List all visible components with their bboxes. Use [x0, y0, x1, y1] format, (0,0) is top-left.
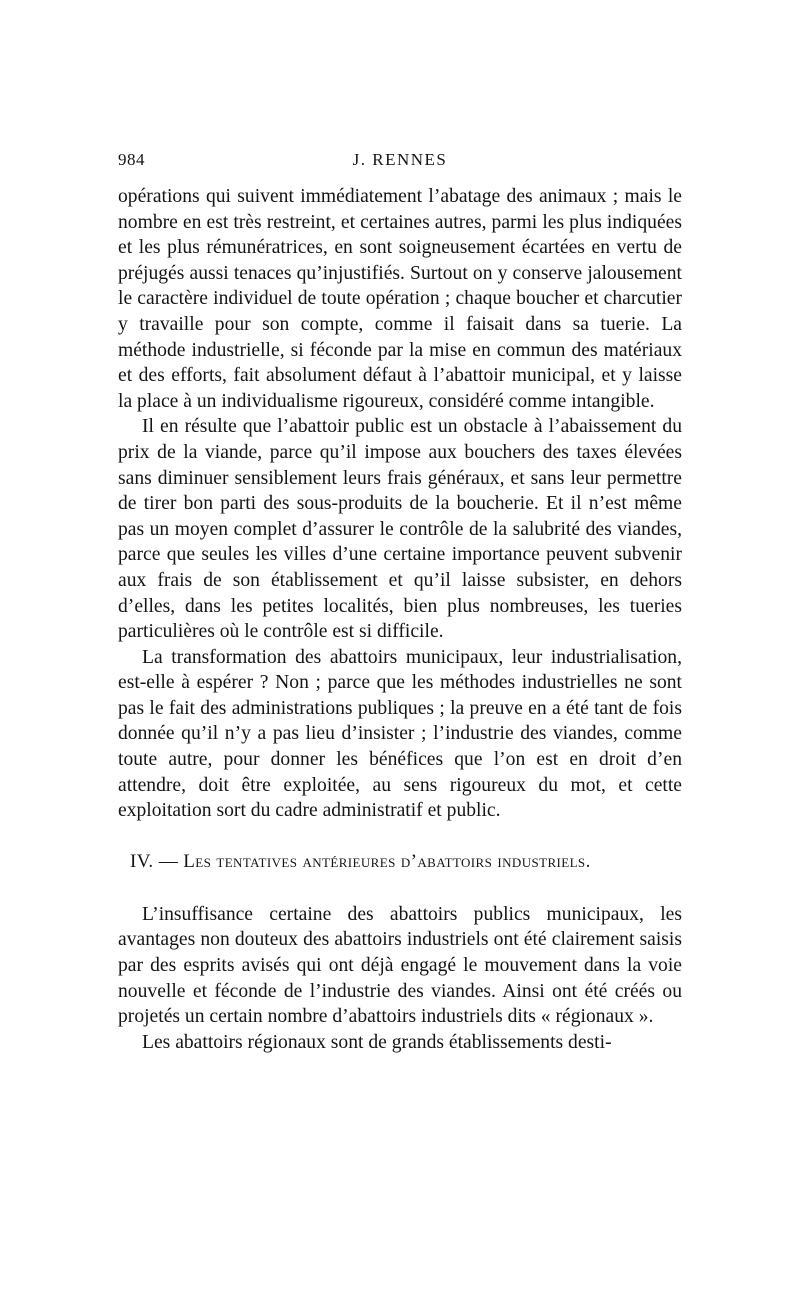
paragraph: La transformation des abattoirs municipaux, leur industrialisation, est-elle à espérer ? Non ; parce que les méthodes industrielles ne sont pas le fait des administrations publiques ; la preuve en a été tant de fois donnée qu’il n’y a pas lieu d’insister ; l’industrie des viandes, comme toute autre, pour donner les bénéfices que l’on est en droit d’en attendre, doit être exploitée, au sens rigoureux du mot, et cette exploitation sort du cadre administratif et public.: [118, 646, 682, 822]
page-body: [118, 184, 682, 1055]
paragraph: L’insuffisance certaine des abattoirs publics municipaux, les avantages non douteux des abattoirs industriels ont été clairement saisis par des esprits avisés qui ont déjà engagé le mouvement dans la voie nouvelle et féconde de l’industrie des viandes. Ainsi ont été créés ou projetés un certain nombre d’abattoirs industriels dits « régionaux ».: [118, 903, 682, 1028]
paragraph-truncated: Les abattoirs régionaux sont de grands établissements desti-: [142, 1031, 612, 1053]
section-heading: IV. — Les tentatives antérieures d’abattoirs industriels.: [130, 850, 591, 872]
paragraph: Il en résulte que l’abattoir public est un obstacle à l’abaissement du prix de la viande, parce qu’il impose aux bouchers des taxes élevées sans diminuer sensiblement leurs frais généraux, et sans leur permettre de tirer bon parti des sous-produits de la boucherie. Et il n’est même pas un moyen complet d’assurer le contrôle de la salubrité des viandes, parce que seules les villes d’une certaine importance peuvent subvenir aux frais de son établissement et qu’il laisse subsister, en dehors d’elles, dans les petites localités, bien plus nombreuses, les tueries particulières où le contrôle est si difficile.: [118, 416, 682, 643]
page-header: [118, 150, 682, 174]
paragraph-continued: opérations qui suivent immédiatement l’abatage des animaux ; mais le nombre en est très restreint, et certaines autres, parmi les plus indiquées et les plus rémunératrices, en sont soigneusement écartées en vertu de préjugés aussi tenaces qu’injustifiés. Surtout on y conserve jalousement le caractère individuel de toute opération ; chaque boucher et charcutier y travaille pour son compte, comme il faisait dans sa tuerie. La méthode industrielle, si féconde par la mise en commun des matériaux et des efforts, fait absolument défaut à l’abattoir municipal, et y laisse la place à un individualisme rigoureux, considéré comme intangible.: [118, 186, 682, 412]
running-head: J. RENNES: [352, 150, 448, 169]
page-number: 984: [118, 150, 145, 169]
